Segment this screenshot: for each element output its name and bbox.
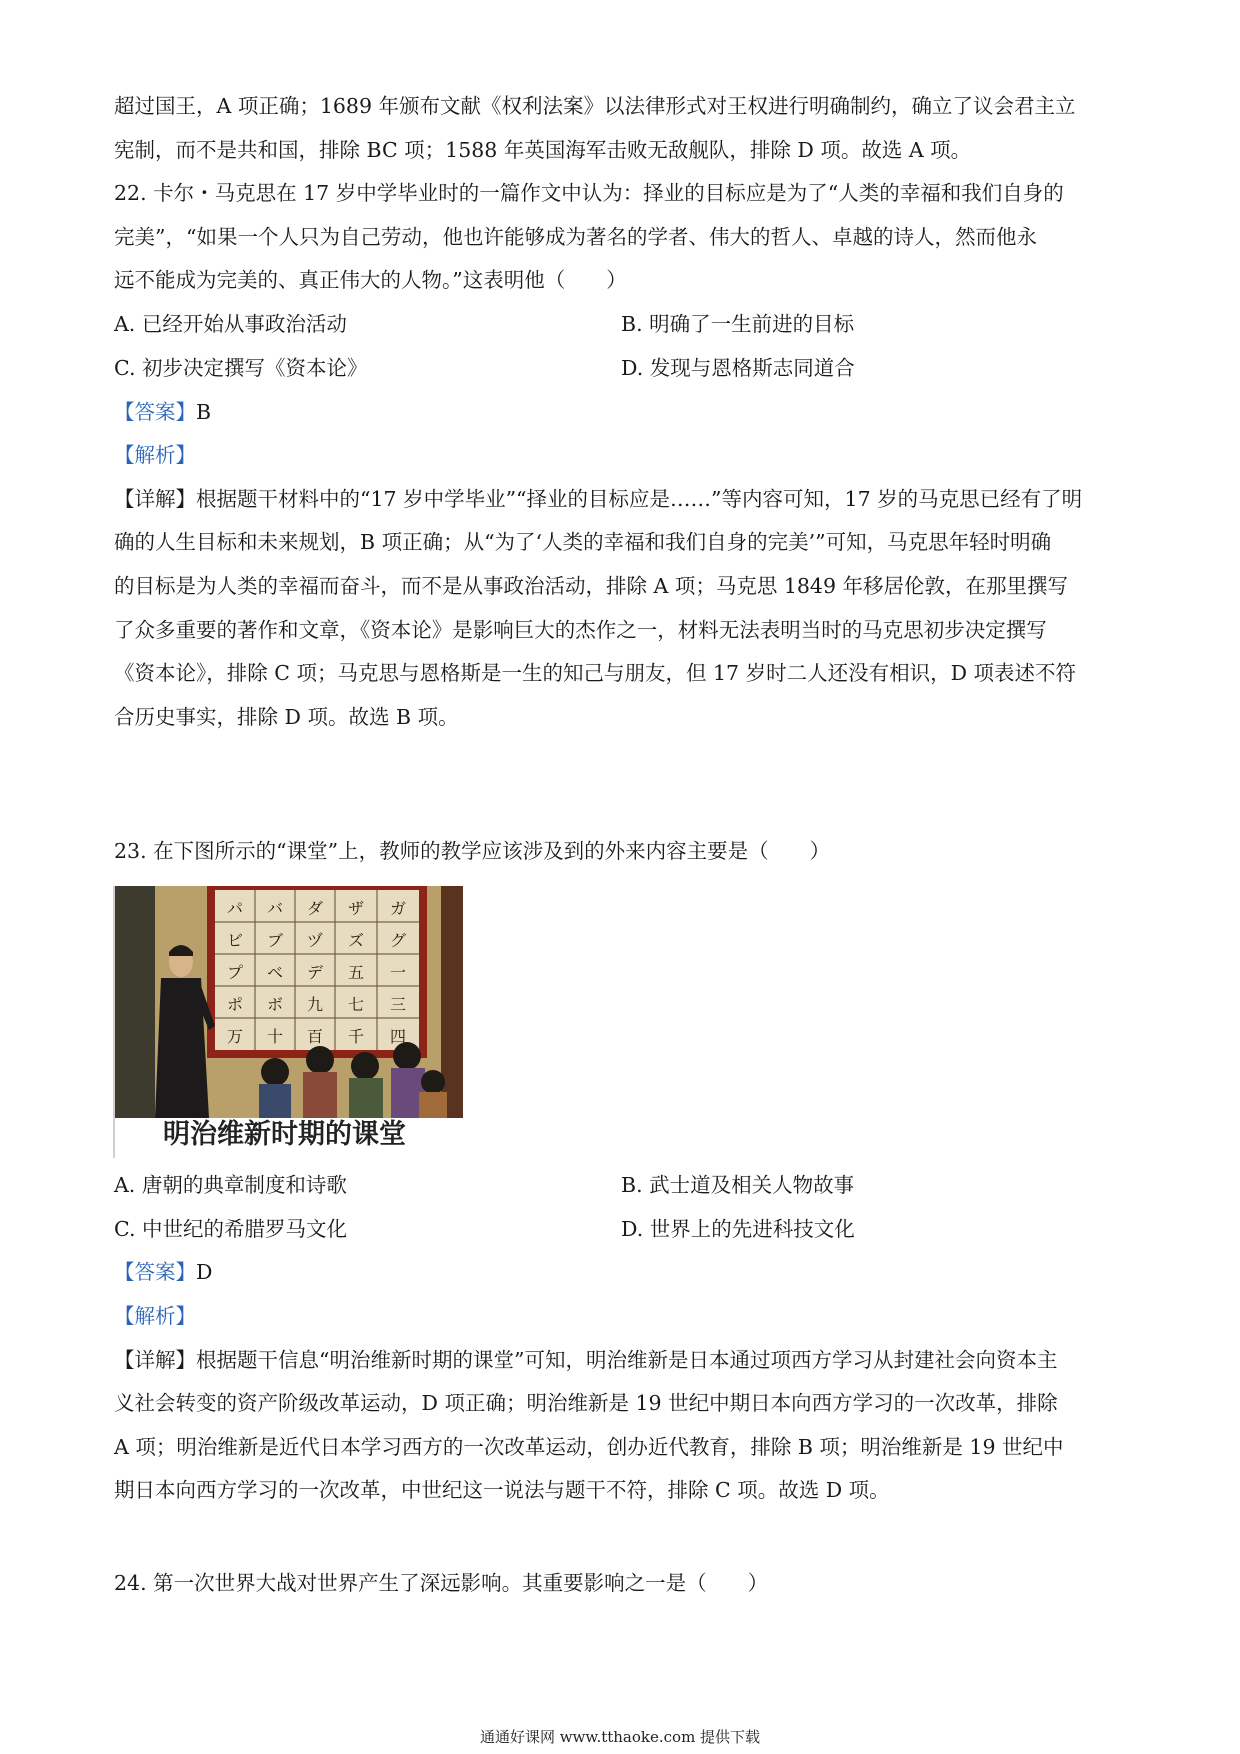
chart-char: ベ [266, 963, 284, 982]
meiji-classroom-figure [113, 886, 465, 1158]
q23-option-d: D. 世界上的先进科技文化 [621, 1217, 855, 1241]
chart-char: プ [226, 963, 244, 982]
q23-option-c: C. 中世纪的希腊罗马文化 [114, 1217, 347, 1241]
chart-char: ボ [266, 995, 284, 1014]
detail-tag: 【详解】 [114, 1348, 196, 1372]
chart-char: ダ [306, 899, 324, 918]
answer-value: D [196, 1260, 213, 1284]
q22-answer [114, 397, 1134, 427]
q22-option-b: B. 明确了一生前进的目标 [621, 312, 855, 336]
q23-option-b: B. 武士道及相关人物故事 [621, 1173, 855, 1197]
q22-option-a: A. 已经开始从事政治活动 [114, 312, 347, 336]
chart-char: 三 [389, 995, 407, 1014]
q22-detail-line-3: 的目标是为人类的幸福而奋斗，而不是从事政治活动，排除 A 项；马克思 1849 年移居伦敦，在那里撰写 [114, 574, 1069, 598]
q22-detail-line-6: 合历史事实，排除 D 项。故选 B 项。 [114, 705, 459, 729]
q22-detail-line-2: 确的人生目标和未来规划，B 项正确；从“为了‘人类的幸福和我们自身的完美’”可知，马克思年轻时明确 [114, 530, 1052, 554]
chart-char: 四 [389, 1027, 407, 1046]
q22-stem-line-2: 完美”，“如果一个人只为自己劳动，他也许能够成为著名的学者、伟大的哲人、卓越的诗人，然而他永 [114, 225, 1037, 249]
chart-char: 九 [306, 995, 324, 1014]
q24-stem: 24. 第一次世界大战对世界产生了深远影响。其重要影响之一是（ ） [114, 1571, 769, 1595]
chart-char: ガ [389, 899, 407, 918]
chart-char: 十 [266, 1027, 284, 1046]
q23-answer [114, 1257, 1134, 1287]
chart-char: ブ [266, 931, 284, 950]
chart-char: 七 [347, 995, 365, 1014]
detail-text: 根据题干材料中的“17 岁中学毕业”“择业的目标应是……”等内容可知，17 岁的马克思已经有了明 [196, 487, 1083, 511]
chart-char: ヅ [306, 931, 324, 950]
figure-caption: 明治维新时期的课堂 [163, 1119, 406, 1150]
q23-stem: 23. 在下图所示的“课堂”上，教师的教学应该涉及到的外来内容主要是（ ） [114, 839, 831, 863]
classroom-illustration [115, 886, 463, 1118]
chart-char: グ [389, 931, 407, 950]
chart-char: 一 [389, 963, 407, 982]
q22-stem-line-3: 远不能成为完美的、真正伟大的人物。”这表明他（ ） [114, 268, 627, 292]
analysis-tag: 【解析】 [114, 443, 196, 467]
q22-detail-line-1 [114, 484, 1134, 514]
chart-char: 万 [226, 1027, 244, 1046]
q22-detail-line-5: 《资本论》，排除 C 项；马克思与恩格斯是一生的知己与朋友，但 17 岁时二人还没有相识，D 项表述不符 [114, 661, 1077, 685]
q23-detail-line-1 [114, 1345, 1134, 1375]
chart-char: パ [226, 899, 244, 918]
q22-option-c: C. 初步决定撰写《资本论》 [114, 356, 368, 380]
answer-tag: 【答案】 [114, 1260, 196, 1284]
q22-analysis-tag [114, 440, 1134, 470]
chart-char: ビ [226, 931, 244, 950]
detail-text: 根据题干信息“明治维新时期的课堂”可知，明治维新是日本通过项西方学习从封建社会向资本主 [196, 1348, 1058, 1372]
chart-char: 千 [347, 1027, 365, 1046]
answer-tag: 【答案】 [114, 400, 196, 424]
continuation-line-2: 宪制，而不是共和国，排除 BC 项；1588 年英国海军击败无敌舰队，排除 D 项。故选 A 项。 [114, 138, 972, 162]
chart-char: ザ [347, 899, 365, 918]
chart-char: 五 [347, 963, 365, 982]
analysis-tag: 【解析】 [114, 1304, 196, 1328]
q23-detail-line-4: 期日本向西方学习的一次改革，中世纪这一说法与题干不符，排除 C 项。故选 D 项。 [114, 1478, 890, 1502]
chart-char: デ [306, 963, 324, 982]
q22-option-d: D. 发现与恩格斯志同道合 [621, 356, 855, 380]
q23-option-a: A. 唐朝的典章制度和诗歌 [114, 1173, 347, 1197]
answer-value: B [196, 400, 212, 424]
q23-detail-line-2: 义社会转变的资产阶级改革运动，D 项正确；明治维新是 19 世纪中期日本向西方学习的一次改革，排除 [114, 1391, 1058, 1415]
q22-stem-line-1: 22. 卡尔・马克思在 17 岁中学毕业时的一篇作文中认为：择业的目标应是为了“人类的幸福和我们自身的 [114, 181, 1064, 205]
chart-char: バ [266, 899, 284, 918]
chart-char: ポ [226, 995, 244, 1014]
chart-char: 百 [306, 1027, 324, 1046]
q23-detail-line-3: A 项；明治维新是近代日本学习西方的一次改革运动，创办近代教育，排除 B 项；明治维新是 19 世纪中 [114, 1435, 1064, 1459]
continuation-line-1: 超过国王，A 项正确；1689 年颁布文献《权利法案》以法律形式对王权进行明确制约，确立了议会君主立 [114, 94, 1076, 118]
q22-detail-line-4: 了众多重要的著作和文章，《资本论》是影响巨大的杰作之一，材料无法表明当时的马克思初步决定撰写 [114, 618, 1047, 642]
q23-analysis-tag [114, 1301, 1134, 1331]
detail-tag: 【详解】 [114, 487, 196, 511]
chart-char: ズ [347, 931, 365, 950]
page-footer: 通通好课网 www.tthaoke.com 提供下载 [479, 1728, 761, 1746]
